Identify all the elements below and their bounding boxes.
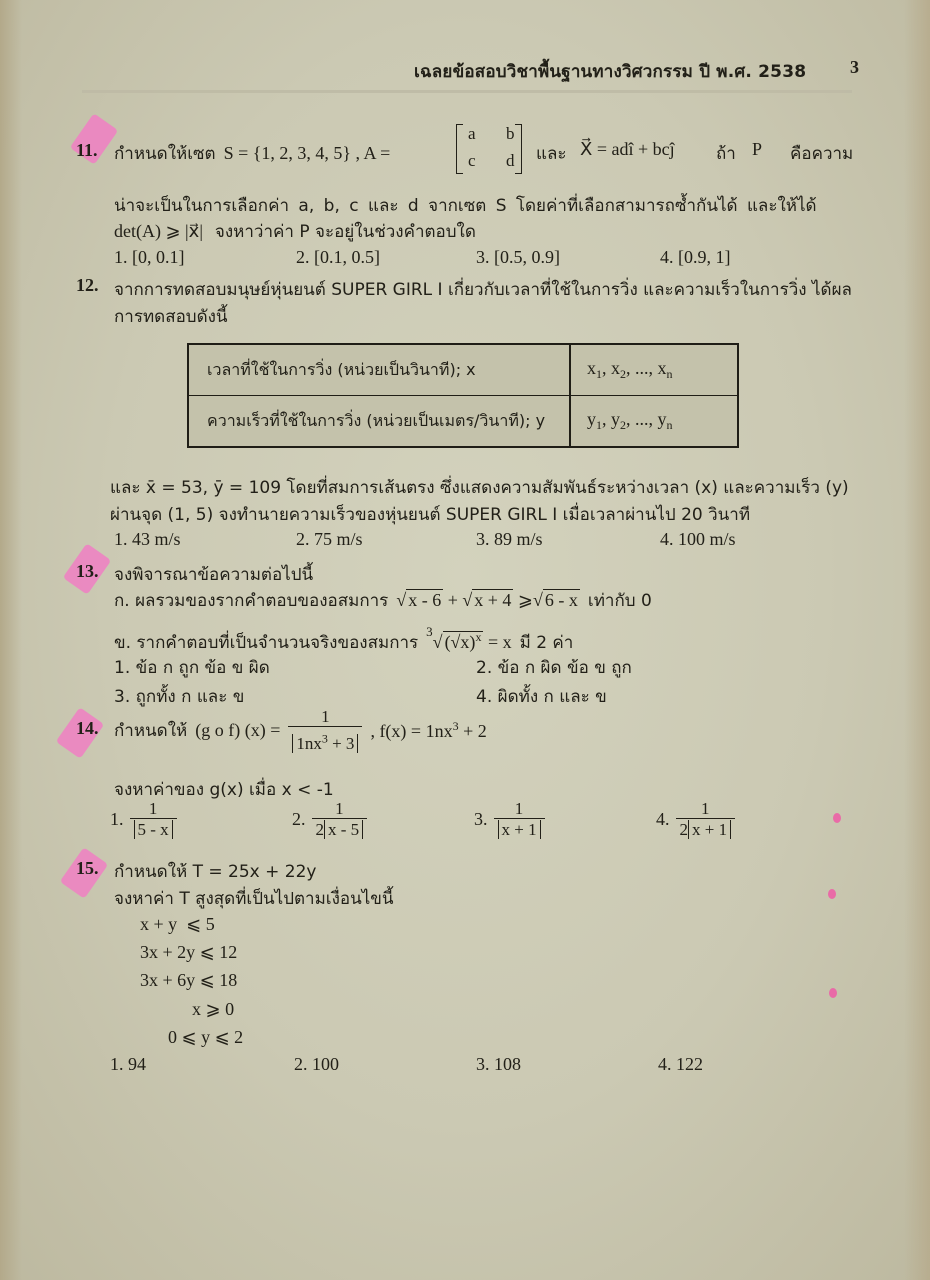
item-a-text: ก. ผลรวมของรากคำตอบของอสมการ (114, 591, 389, 611)
page-number: 3 (850, 57, 859, 77)
cube-root-equation: $^3$√ $(√x)^x = x$ (426, 624, 512, 652)
constraint-5: 0 ⩽ y ⩽ 2 (168, 1027, 244, 1047)
q13-line1: จงพิจารณาข้อความต่อไปนี้ (114, 565, 314, 585)
q11-line2: น่าจะเป็นในการเลือกค่า a, b, c และ d จากเซต S โดยค่าที่เลือกสามารถซ้ำกันได้ และให้ได้ (114, 196, 817, 216)
q11-and: และ (536, 144, 567, 164)
question-number: 13. (76, 561, 99, 581)
q12-line1: จากการทดสอบมนุษย์หุ่นยนต์ SUPER GIRL I เกี่ยวกับเวลาที่ใช้ในการวิ่ง และความเร็วในการวิ่ง ได้ผล (114, 280, 852, 300)
matrix-entry-b: b (506, 124, 515, 143)
q11-text: กำหนดให้เซต (114, 144, 216, 164)
choice-1: 1. ข้อ ก ถูก ข้อ ข ผิด (114, 658, 270, 678)
question-number: 15. (76, 858, 99, 878)
choice-1: 1. [0, 0.1] (114, 247, 185, 267)
matrix-A (452, 124, 526, 174)
q11-vector-definition: X⃗ = adî + bcĵ (580, 139, 675, 159)
q12-line2: การทดสอบดังนี้ (114, 307, 228, 327)
choice-1: 1. 43 m/s (114, 529, 181, 549)
q13-item-b (114, 624, 573, 656)
choice-4: 4. 122 (658, 1054, 703, 1074)
q15-line1: กำหนดให้ T = 25x + 22y (114, 862, 317, 882)
table-row (188, 396, 738, 448)
choice-4: 4. 100 m/s (660, 529, 736, 549)
choice-4: 4. ผิดทั้ง ก และ ข (476, 687, 607, 707)
highlighter-dot (828, 889, 836, 899)
q11-text-end: คือความ (790, 144, 854, 164)
q11-set-definition: S = {1, 2, 3, 4, 5} , A = (223, 143, 391, 163)
question-number: 12. (76, 275, 99, 295)
item-b-suffix: มี 2 ค่า (519, 633, 574, 653)
choice-3: 3. ถูกทั้ง ก และ ข (114, 687, 245, 707)
item-b-text: ข. รากคำตอบที่เป็นจำนวนจริงของสมการ (114, 633, 419, 653)
fraction: $\frac{1}{1nx^3 + 3}$ (288, 708, 362, 753)
choice-4: 4. [0.9, 1] (660, 247, 731, 267)
constraint-3: 3x + 6y ⩽ 18 (140, 970, 238, 990)
question-number: 11. (76, 140, 98, 160)
constraint-2: 3x + 2y ⩽ 12 (140, 942, 238, 962)
choice-4: 4. $\frac{1}{2 x + 1}$ (656, 800, 735, 839)
q12-line4: ผ่านจุด (1, 5) จงทำนายความเร็วของหุ่นยนต์ SUPER GIRL I เมื่อเวลาผ่านไป 20 วินาที (110, 505, 751, 525)
table-cell-label: ความเร็วที่ใช้ในการวิ่ง (หน่วยเป็นเมตร/วินาที); y (188, 396, 570, 448)
q14-line1 (114, 708, 487, 753)
choice-3: 3. [0.5, 0.9] (476, 247, 560, 267)
choice-1: 1. 94 (110, 1054, 146, 1074)
q11-line3 (114, 218, 476, 245)
q11-determinant-condition: det(A) ⩾ |x⃗| (114, 221, 203, 241)
q11-question: จงหาว่าค่า P จะอยู่ในช่วงคำตอบใด (214, 222, 476, 242)
q13-item-a (114, 587, 652, 614)
table-cell-label: เวลาที่ใช้ในการวิ่ง (หน่วยเป็นวินาที); x (188, 344, 570, 396)
running-header-title: เฉลยข้อสอบวิชาพื้นฐานทางวิศวกรรม ปี พ.ศ. 2538 (414, 62, 807, 82)
page-edge-shadow-left (0, 0, 22, 1280)
q11-if: ถ้า (716, 144, 736, 164)
choice-3: 3. 89 m/s (476, 529, 543, 549)
choice-2: 2. 100 (294, 1054, 339, 1074)
choice-2: 2. $\frac{1}{2 x - 5}$ (292, 800, 367, 839)
q11-p-symbol: P (752, 139, 763, 159)
table-row (188, 344, 738, 396)
q14-text: กำหนดให้ (114, 720, 188, 741)
inequality: √ x - 6 + √ x + 4 ⩾√ 6 - x (396, 590, 578, 610)
composite-function: (g o f) (x) = (195, 719, 281, 740)
item-a-suffix: เท่ากับ 0 (587, 591, 652, 611)
table-cell-values: $x_1$, $x_2$, ..., $x_n$ (570, 344, 738, 396)
table-cell-values: $y_1$, $y_2$, ..., $y_n$ (570, 396, 738, 448)
f-definition: , $f(x) = 1nx^3 + 2$ (370, 718, 487, 741)
matrix-entry-c: c (468, 151, 476, 170)
q11-line1 (114, 140, 390, 167)
q15-line2: จงหาค่า T สูงสุดที่เป็นไปตามเงื่อนไขนี้ (114, 889, 394, 909)
constraint-4: x ⩾ 0 (192, 999, 235, 1019)
question-number: 14. (76, 718, 99, 738)
choice-1: 1. $\frac{1}{5 - x}$ (110, 800, 177, 839)
q12-line3: และ x̄ = 53, ȳ = 109 โดยที่สมการเส้นตรง ซึ่งแสดงความสัมพันธ์ระหว่างเวลา (x) และความเร็ว (y) (110, 478, 849, 498)
constraint-1: x + y ⩽ 5 (140, 914, 215, 934)
choice-3: 3. 108 (476, 1054, 521, 1074)
matrix-entry-d: d (506, 151, 515, 170)
choice-3: 3. $\frac{1}{x + 1}$ (474, 800, 545, 839)
choice-2: 2. 75 m/s (296, 529, 363, 549)
q14-line2: จงหาค่าของ g(x) เมื่อ x < -1 (114, 780, 334, 800)
choice-2: 2. [0.1, 0.5] (296, 247, 380, 267)
choice-2: 2. ข้อ ก ผิด ข้อ ข ถูก (476, 658, 632, 678)
header-rule (82, 90, 852, 93)
highlighter-dot (829, 988, 837, 998)
page-edge-shadow-right (904, 0, 930, 1280)
matrix-entry-a: a (468, 124, 476, 143)
highlighter-dot (833, 813, 841, 823)
test-results-table (187, 343, 739, 448)
